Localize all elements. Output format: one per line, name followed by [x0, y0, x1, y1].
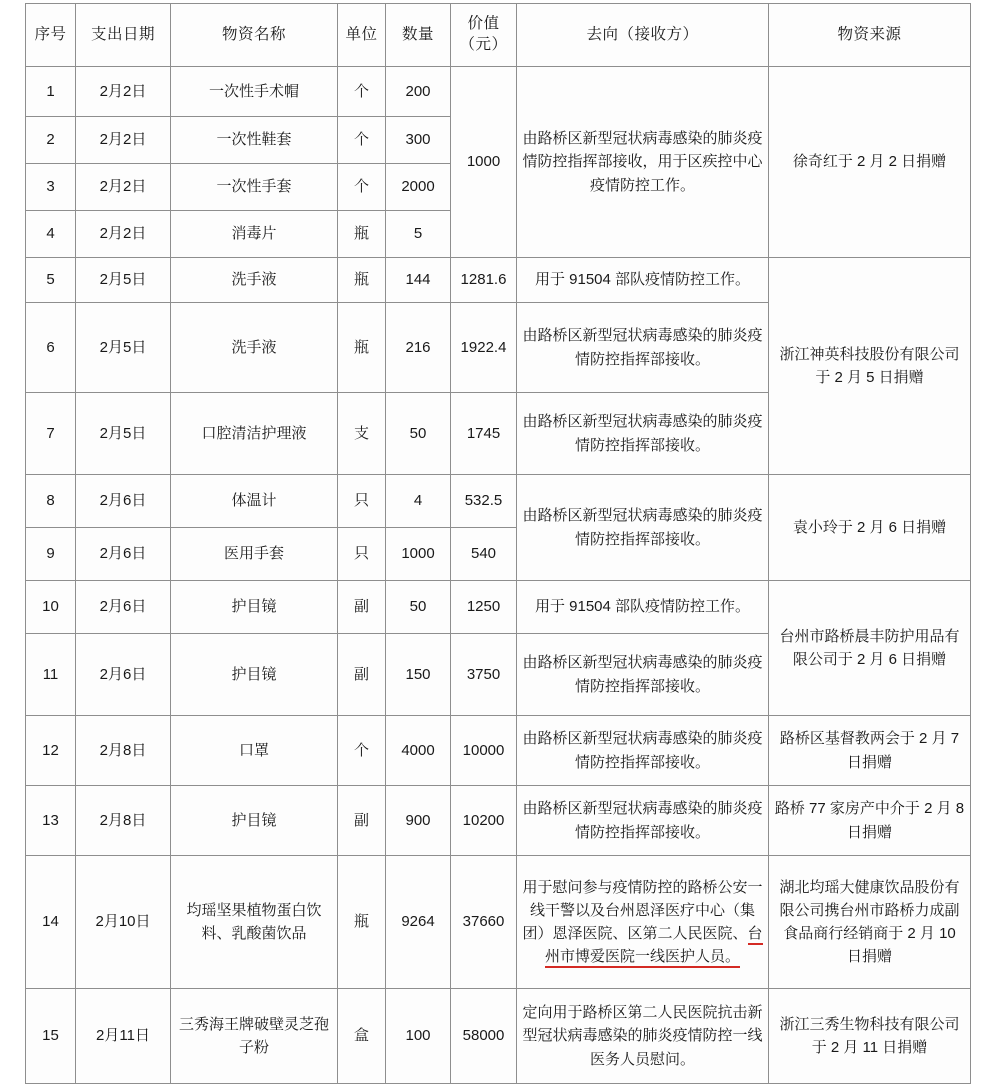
cell-destination: [517, 856, 769, 989]
cell-unit: 副: [338, 581, 386, 634]
cell-source: 浙江神英科技股份有限公司于 2 月 5 日捐赠: [769, 258, 971, 475]
cell-index: 11: [26, 634, 76, 716]
cell-source: 台州市路桥晨丰防护用品有限公司于 2 月 6 日捐赠: [769, 581, 971, 716]
cell-date: 2月2日: [76, 211, 171, 258]
cell-unit: 副: [338, 634, 386, 716]
cell-value: 540: [451, 528, 517, 581]
cell-quantity: 50: [386, 393, 451, 475]
cell-name: 洗手液: [171, 303, 338, 393]
cell-name: 体温计: [171, 475, 338, 528]
cell-source: 袁小玲于 2 月 6 日捐赠: [769, 475, 971, 581]
cell-date: 2月6日: [76, 528, 171, 581]
cell-unit: 个: [338, 716, 386, 786]
cell-date: 2月6日: [76, 475, 171, 528]
cell-value: 1922.4: [451, 303, 517, 393]
cell-unit: 瓶: [338, 856, 386, 989]
cell-index: 4: [26, 211, 76, 258]
table-row: [26, 856, 971, 989]
cell-destination: 由路桥区新型冠状病毒感染的肺炎疫情防控指挥部接收，用于区疾控中心疫情防控工作。: [517, 67, 769, 258]
cell-date: 2月6日: [76, 634, 171, 716]
table-row: [26, 786, 971, 856]
cell-date: 2月8日: [76, 716, 171, 786]
column-header-index: 序号: [26, 4, 76, 67]
cell-date: 2月2日: [76, 117, 171, 164]
column-header-unit: 单位: [338, 4, 386, 67]
column-header-value-line2: （元）: [459, 36, 508, 53]
cell-date: 2月10日: [76, 856, 171, 989]
column-header-value: [451, 4, 517, 67]
cell-quantity: 4000: [386, 716, 451, 786]
destination-text-plain: 用于慰问参与疫情防控的路桥公安一线干警以及台州恩泽医疗中心（集团）恩泽医院、区第二人民医院、: [522, 878, 763, 942]
cell-quantity: 200: [386, 67, 451, 117]
column-header-date: 支出日期: [76, 4, 171, 67]
cell-index: 10: [26, 581, 76, 634]
table-header: [26, 4, 971, 67]
cell-quantity: 9264: [386, 856, 451, 989]
cell-destination: 由路桥区新型冠状病毒感染的肺炎疫情防控指挥部接收。: [517, 786, 769, 856]
cell-unit: 副: [338, 786, 386, 856]
cell-destination: 定向用于路桥区第二人民医院抗击新型冠状病毒感染的肺炎疫情防控一线医务人员慰问。: [517, 989, 769, 1084]
cell-unit: 支: [338, 393, 386, 475]
cell-name: 口腔清洁护理液: [171, 393, 338, 475]
cell-destination: 用于 91504 部队疫情防控工作。: [517, 258, 769, 303]
cell-destination: 用于 91504 部队疫情防控工作。: [517, 581, 769, 634]
cell-date: 2月8日: [76, 786, 171, 856]
destination-text-highlighted: 台州市博爱医院一线医护人员。: [545, 925, 763, 968]
cell-unit: 个: [338, 67, 386, 117]
cell-value: 1250: [451, 581, 517, 634]
cell-value: 532.5: [451, 475, 517, 528]
cell-quantity: 150: [386, 634, 451, 716]
cell-date: 2月6日: [76, 581, 171, 634]
cell-index: 6: [26, 303, 76, 393]
table-row: [26, 716, 971, 786]
cell-date: 2月5日: [76, 303, 171, 393]
cell-index: 9: [26, 528, 76, 581]
cell-index: 15: [26, 989, 76, 1084]
cell-index: 7: [26, 393, 76, 475]
table-row: [26, 67, 971, 117]
cell-unit: 瓶: [338, 258, 386, 303]
cell-index: 2: [26, 117, 76, 164]
cell-value: 58000: [451, 989, 517, 1084]
column-header-value-line1: 价值: [467, 15, 500, 33]
cell-quantity: 5: [386, 211, 451, 258]
cell-name: 护目镜: [171, 634, 338, 716]
cell-quantity: 216: [386, 303, 451, 393]
cell-value: 10200: [451, 786, 517, 856]
cell-quantity: 144: [386, 258, 451, 303]
cell-quantity: 2000: [386, 164, 451, 211]
donation-supplies-table: [25, 3, 971, 1084]
column-header-source: 物资来源: [769, 4, 971, 67]
cell-source: 湖北均瑶大健康饮品股份有限公司携台州市路桥力成副食品商行经销商于 2 月 10 日捐赠: [769, 856, 971, 989]
cell-destination: 由路桥区新型冠状病毒感染的肺炎疫情防控指挥部接收。: [517, 716, 769, 786]
cell-date: 2月2日: [76, 67, 171, 117]
cell-value: 3750: [451, 634, 517, 716]
cell-index: 14: [26, 856, 76, 989]
cell-name: 洗手液: [171, 258, 338, 303]
table-row: [26, 989, 971, 1084]
cell-unit: 只: [338, 528, 386, 581]
column-header-name: 物资名称: [171, 4, 338, 67]
cell-index: 13: [26, 786, 76, 856]
cell-name: 一次性手术帽: [171, 67, 338, 117]
cell-date: 2月5日: [76, 393, 171, 475]
table-body: [26, 67, 971, 1084]
cell-unit: 个: [338, 164, 386, 211]
cell-index: 5: [26, 258, 76, 303]
cell-quantity: 100: [386, 989, 451, 1084]
table-header-row: [26, 4, 971, 67]
cell-source: 徐奇红于 2 月 2 日捐赠: [769, 67, 971, 258]
cell-index: 12: [26, 716, 76, 786]
cell-unit: 盒: [338, 989, 386, 1084]
cell-unit: 瓶: [338, 303, 386, 393]
cell-value: 1745: [451, 393, 517, 475]
cell-index: 8: [26, 475, 76, 528]
cell-name: 消毒片: [171, 211, 338, 258]
cell-source: 路桥 77 家房产中介于 2 月 8 日捐赠: [769, 786, 971, 856]
cell-name: 医用手套: [171, 528, 338, 581]
cell-date: 2月11日: [76, 989, 171, 1084]
cell-date: 2月5日: [76, 258, 171, 303]
cell-quantity: 900: [386, 786, 451, 856]
cell-value: 1000: [451, 67, 517, 258]
table-row: [26, 475, 971, 528]
table-row: [26, 581, 971, 634]
cell-value: 37660: [451, 856, 517, 989]
cell-name: 护目镜: [171, 581, 338, 634]
cell-name: 均瑶坚果植物蛋白饮料、乳酸菌饮品: [171, 856, 338, 989]
cell-value: 1281.6: [451, 258, 517, 303]
cell-destination: 由路桥区新型冠状病毒感染的肺炎疫情防控指挥部接收。: [517, 634, 769, 716]
cell-name: 三秀海王牌破壁灵芝孢子粉: [171, 989, 338, 1084]
cell-name: 一次性手套: [171, 164, 338, 211]
cell-source: 浙江三秀生物科技有限公司于 2 月 11 日捐赠: [769, 989, 971, 1084]
cell-index: 1: [26, 67, 76, 117]
cell-destination: 由路桥区新型冠状病毒感染的肺炎疫情防控指挥部接收。: [517, 303, 769, 393]
cell-name: 一次性鞋套: [171, 117, 338, 164]
cell-name: 口罩: [171, 716, 338, 786]
cell-quantity: 1000: [386, 528, 451, 581]
cell-date: 2月2日: [76, 164, 171, 211]
cell-destination: 由路桥区新型冠状病毒感染的肺炎疫情防控指挥部接收。: [517, 475, 769, 581]
cell-index: 3: [26, 164, 76, 211]
cell-unit: 瓶: [338, 211, 386, 258]
table-row: [26, 258, 971, 303]
cell-name: 护目镜: [171, 786, 338, 856]
cell-value: 10000: [451, 716, 517, 786]
column-header-quantity: 数量: [386, 4, 451, 67]
cell-quantity: 300: [386, 117, 451, 164]
cell-unit: 个: [338, 117, 386, 164]
cell-quantity: 4: [386, 475, 451, 528]
cell-unit: 只: [338, 475, 386, 528]
cell-quantity: 50: [386, 581, 451, 634]
column-header-destination: 去向（接收方）: [517, 4, 769, 67]
cell-destination: 由路桥区新型冠状病毒感染的肺炎疫情防控指挥部接收。: [517, 393, 769, 475]
cell-source: 路桥区基督教两会于 2 月 7 日捐赠: [769, 716, 971, 786]
